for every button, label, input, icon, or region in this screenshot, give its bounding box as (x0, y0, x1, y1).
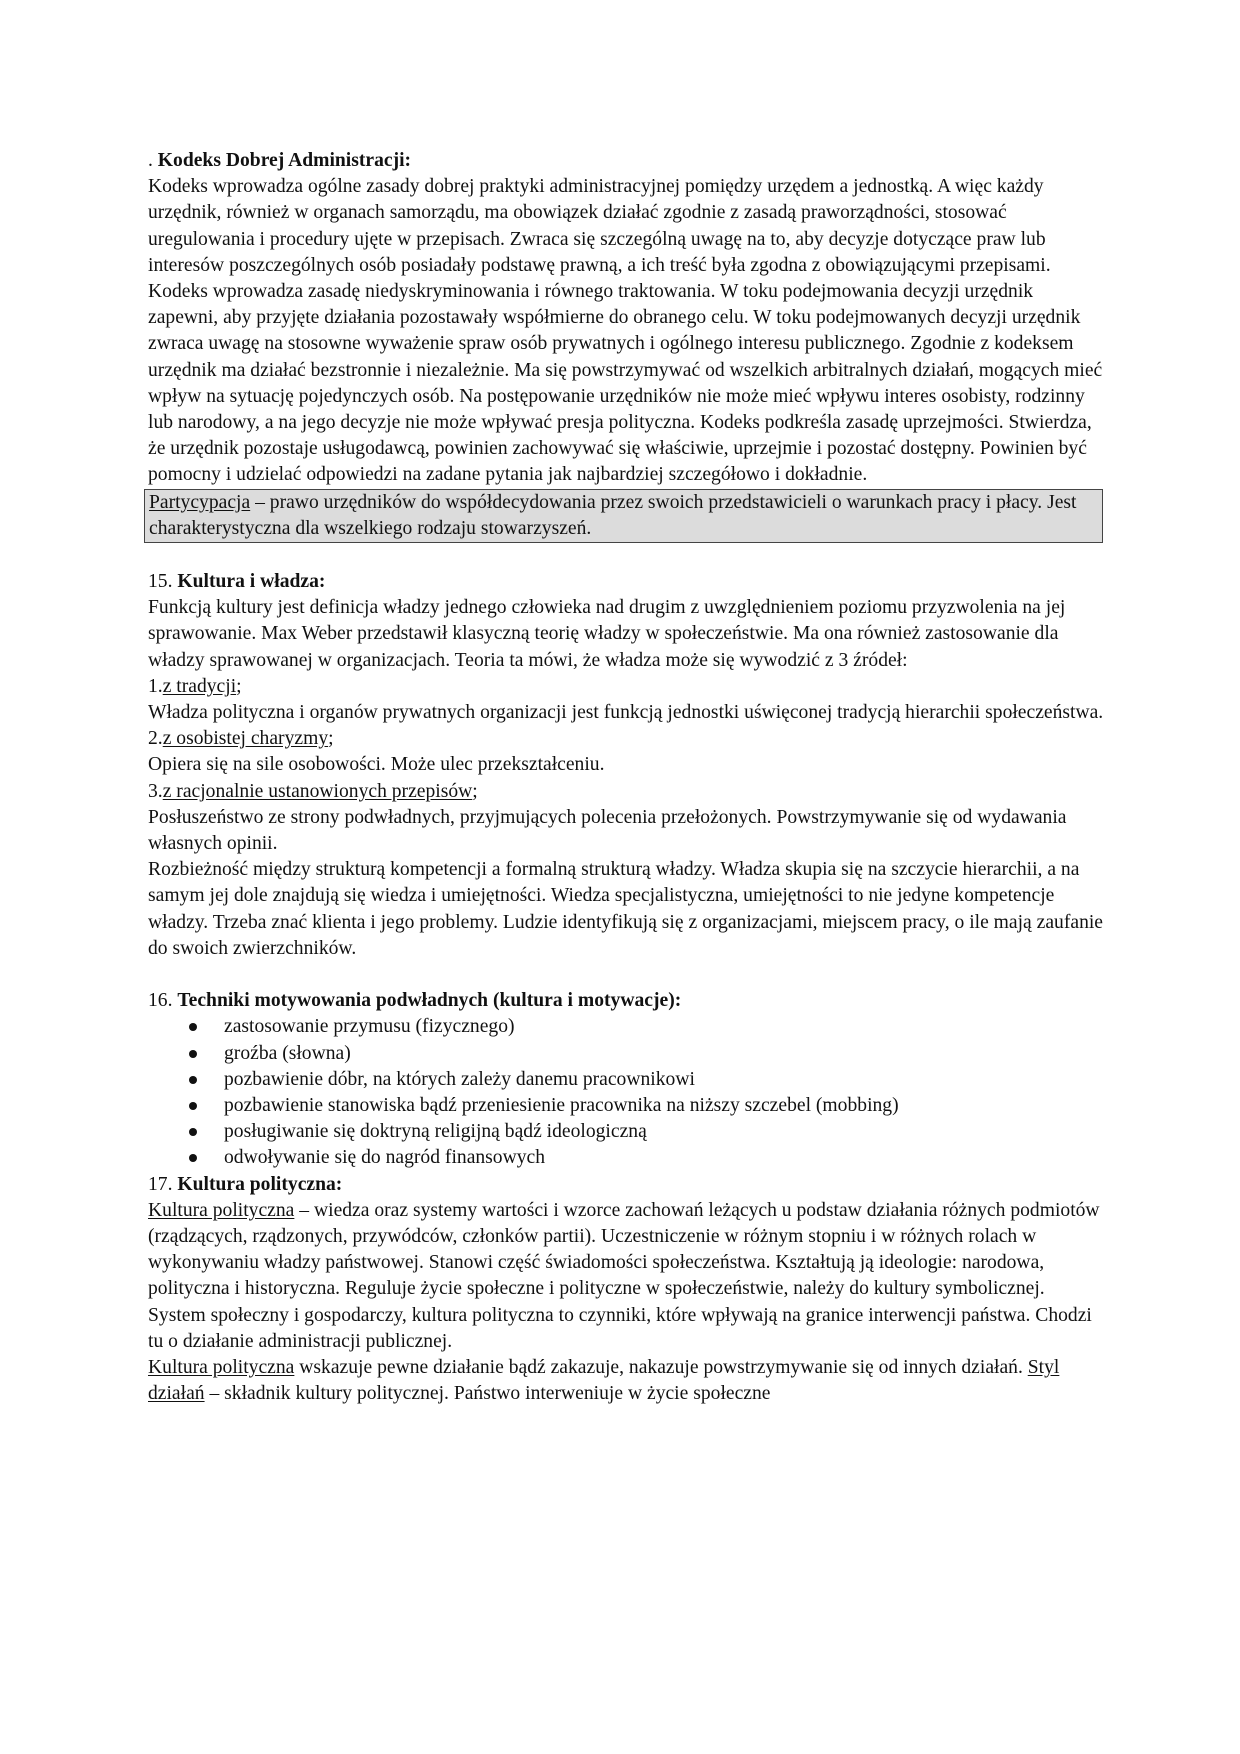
spacer (148, 962, 1104, 988)
definition-box (144, 489, 1103, 543)
term-styl-dzialan: Styl działań (148, 1356, 1060, 1405)
term-kultura-polityczna: Kultura polityczna (148, 1356, 295, 1378)
source-label: z racjonalnie ustanowionych przepisów (162, 780, 473, 802)
list-item (224, 1041, 1104, 1067)
list-item-text: posługiwanie się doktryną religijną bądź ideologiczną (224, 1121, 647, 1143)
source-2 (148, 726, 1104, 752)
bullet-icon (189, 1102, 197, 1110)
list-item (224, 1145, 1104, 1171)
heading-text: Techniki motywowania podwładnych (kultura i motywacje): (177, 990, 682, 1012)
bullet-icon (189, 1128, 197, 1136)
list-item-text: pozbawienie stanowiska bądź przeniesienie pracownika na niższy szczebel (mobbing) (224, 1094, 899, 1116)
paragraph-text: – składnik kultury politycznej. Państwo interweniuje w życie społeczne (204, 1383, 771, 1405)
term-partycypacja: Partycypacja (149, 491, 251, 513)
paragraph-17-2 (148, 1355, 1104, 1407)
paragraph-kodeks: Kodeks wprowadza ogólne zasady dobrej praktyki administracyjnej pomiędzy urzędem a jednostką. A więc każdy urzędnik, również w organach samorządu, ma obowiązek działać zgodnie z zasadą praworządności, stosować uregulowania i procedury ujęte w przepisach. Zwraca się szczególną uwagę na to, aby decyzje dotyczące praw lub interesów poszczególnych osób posiadały podstawę prawną, a ich treść była zgodna z obowiązującymi przepisami. Kodeks wprowadza zasadę niedyskryminowania i równego traktowania. W toku podejmowania decyzji urzędnik zapewni, aby przyjęte działania pozostawały współmierne do obranego celu. W toku podejmowanych decyzji urzędnik zwraca uwagę na stosowne wyważenie spraw osób prywatnych i ogólnego interesu publicznego. Zgodnie z kodeksem urzędnik ma działać bezstronnie i niezależnie. Ma się powstrzymywać od wszelkich arbitralnych działań, mogących mieć wpływ na sytuację pojedynczych osób. Na postępowanie urzędników nie może mieć wpływu interes osobisty, rodzinny lub narodowy, a na jego decyzje nie może wpływać presja polityczna. Kodeks podkreśla zasadę uprzejmości. Stwierdza, że urzędnik pozostaje usługodawcą, powinien zachowywać się właściwie, uprzejmie i pozostać dostępny. Powinien być pomocny i udzielać odpowiedzi na zadane pytania jak najbardziej szczegółowo i dokładnie. (148, 176, 1103, 486)
section-heading-15 (148, 569, 1104, 595)
paragraph-17-1 (148, 1198, 1104, 1355)
source-3-text: Posłuszeństwo ze strony podwładnych, przyjmujących polecenia przełożonych. Powstrzymywanie się od wydawania własnych opinii. (148, 806, 1067, 855)
list-item (224, 1014, 1104, 1040)
heading-text: Kodeks Dobrej Administracji: (157, 150, 412, 171)
paragraph-text: wskazuje pewne działanie bądź zakazuje, nakazuje powstrzymywanie się od innych działań. (294, 1356, 1028, 1378)
term-kultura-polityczna: Kultura polityczna (148, 1199, 295, 1221)
source-label: z osobistej charyzmy (162, 728, 329, 750)
definition-text: – prawo urzędników do współdecydowania przez swoich przedstawicieli o warunkach pracy i płacy. Jest charakterystyczna dla wszelkiego rodzaju stowarzyszeń. (149, 491, 1077, 539)
source-1-text: Władza polityczna i organów prywatnych organizacji jest funkcją jednostki uświęconej tradycją hierarchii społeczeństwa. (148, 702, 1104, 724)
list-item (224, 1093, 1104, 1119)
document-page (148, 148, 1104, 1407)
section-number: 15. (148, 571, 178, 593)
list-item-text: zastosowanie przymusu (fizycznego) (224, 1016, 515, 1038)
paragraph-15-intro: Funkcją kultury jest definicja władzy jednego człowieka nad drugim z uwzględnieniem poziomu przyzwolenia na jej sprawowanie. Max Weber przedstawił klasyczną teorię władzy w społeczeństwie. Ma ona również zastosowanie dla władzy sprawowanej w organizacjach. Teoria ta mówi, że władza może się wywodzić z 3 źródeł: (148, 597, 1066, 671)
bullet-icon (189, 1154, 197, 1162)
source-number: 3. (148, 780, 163, 802)
list-item (224, 1119, 1104, 1145)
section-heading-16 (148, 988, 1104, 1014)
section-number: 17. (148, 1173, 178, 1195)
heading-prefix: . (148, 150, 158, 171)
section-number: 16. (148, 990, 178, 1012)
source-2-text: Opiera się na sile osobowości. Może ulec przekształceniu. (148, 754, 605, 776)
spacer (148, 543, 1104, 569)
list-item-text: pozbawienie dóbr, na których zależy danemu pracownikowi (224, 1068, 695, 1090)
bullet-icon (189, 1076, 197, 1084)
heading-text: Kultura polityczna: (177, 1173, 343, 1195)
source-label: z tradycji (162, 675, 237, 697)
section-heading-17 (148, 1172, 1104, 1198)
source-1 (148, 674, 1104, 700)
list-item (224, 1067, 1104, 1093)
paragraph-15-closing: Rozbieżność między strukturą kompetencji a formalną strukturą władzy. Władza skupia się na szczycie hierarchii, a na samym jej dole znajdują się wiedza i umiejętności. Wiedza specjalistyczna, umiejętności to nie jedyne kompetencje władzy. Trzeba znać klienta i jego problemy. Ludzie identyfikują się z organizacjami, miejscem pracy, o ile mają zaufanie do swoich zwierzchników. (148, 859, 1104, 959)
bullet-icon (189, 1023, 197, 1031)
source-number: 1. (148, 675, 163, 697)
bullet-icon (189, 1050, 197, 1058)
source-3 (148, 779, 1104, 805)
list-item-text: groźba (słowna) (224, 1042, 351, 1064)
bullet-list (148, 1014, 1104, 1171)
paragraph-text: – wiedza oraz systemy wartości i wzorce zachowań leżących u podstaw działania różnych podmiotów (rządzących, rządzonych, przywódców, członków partii). Uczestniczenie w różnym stopniu i w różnych rolach w wykonywaniu władzy państwowej. Stanowi część świadomości społeczeństwa. Kształtują ją ideologie: narodowa, polityczna i historyczna. Reguluje życie społeczne i polityczne w społeczeństwie, należy do kultury symbolicznej. System społeczny i gospodarczy, kultura polityczna to czynniki, które wpływają na granice interwencji państwa. Chodzi tu o działanie administracji publicznej. (148, 1199, 1100, 1352)
source-end: ; (472, 780, 478, 802)
heading-text: Kultura i władza: (177, 571, 326, 593)
source-end: ; (328, 728, 334, 750)
source-number: 2. (148, 728, 163, 750)
list-item-text: odwoływanie się do nagród finansowych (224, 1147, 546, 1169)
source-end: ; (236, 675, 242, 697)
section-heading-kodeks (148, 148, 1104, 174)
